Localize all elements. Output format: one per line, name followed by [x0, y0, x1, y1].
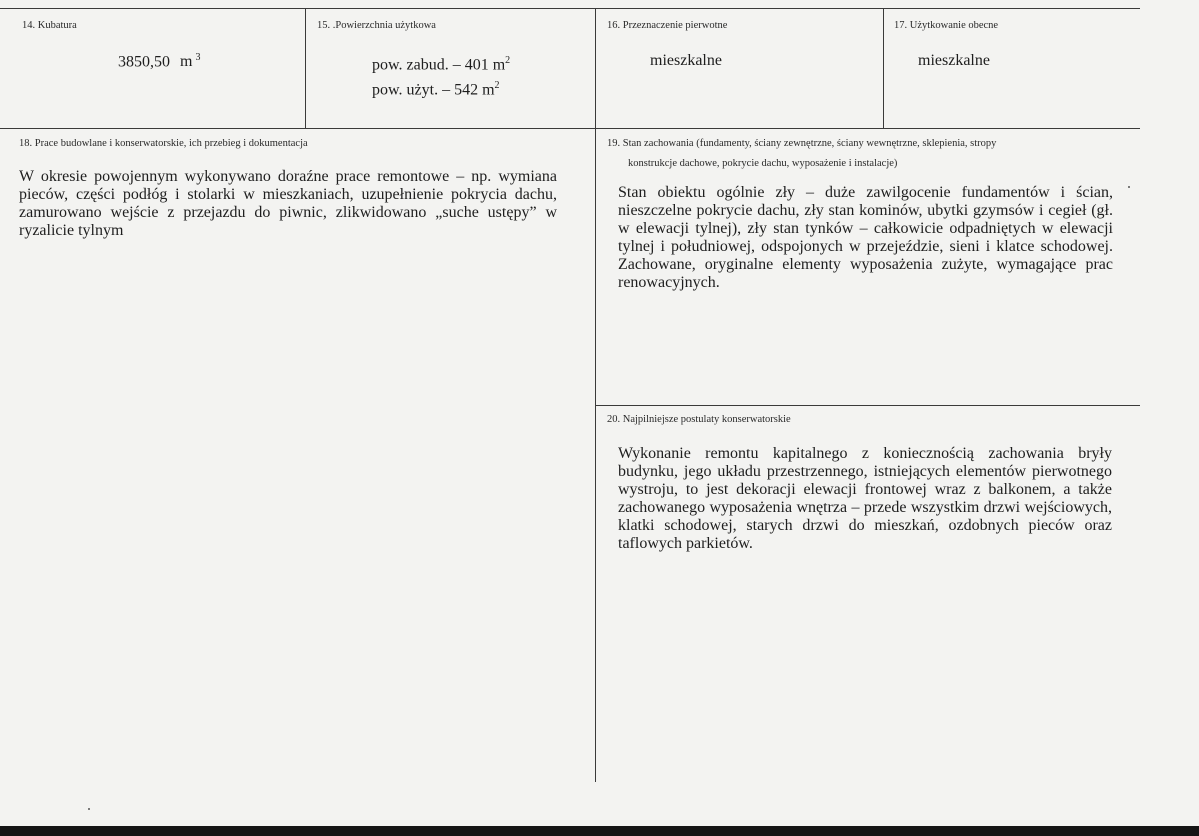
scan-edge [0, 826, 1199, 836]
top-border [0, 8, 1140, 9]
field-14-label: 14. Kubatura [22, 20, 77, 31]
row-divider [0, 128, 1140, 129]
field-19-text: Stan obiektu ogólnie zły – duże zawilgocenie fundamentów i ścian, nieszczelne pokrycie dachu, zły stan kominów, ubytki gzymsów i cegieł (gł. w elewacji tylnej), zły stan tynków – całkowicie odpadniętych w elewacji tylnej i południowej, odspojonych w przejeździe, sieni i klatce schodowej. Zachowane, oryginalne elementy wyposażenia zużyte, wymagające prac renowacyjnych. [618, 184, 1113, 291]
field-20-label: 20. Najpilniejsze postulaty konserwatorskie [607, 414, 791, 425]
field-16-label: 16. Przeznaczenie pierwotne [607, 20, 728, 31]
field-17-value: mieszkalne [918, 52, 990, 69]
volume-unit: m [180, 53, 193, 71]
scan-speck [88, 808, 90, 810]
usable-area-exponent: 2 [494, 80, 500, 91]
field-17-label: 17. Użytkowanie obecne [894, 20, 999, 31]
volume-exponent: 3 [195, 52, 201, 63]
scan-speck [1128, 186, 1130, 188]
field-15-line-2 [372, 80, 500, 99]
volume-number: 3850,50 [118, 53, 170, 71]
field-19-label-line-2: konstrukcje dachowe, pokrycie dachu, wyposażenie i instalacje) [628, 158, 898, 169]
built-area-exponent: 2 [505, 55, 511, 66]
field-20-text: Wykonanie remontu kapitalnego z koniecznością zachowania bryły budynku, jego układu przestrzennego, istniejących elementów pierwotnego wystroju, to jest dekoracji elewacji frontowej wraz z balkonem, a także zachowanego wyposażenia wnętrza – przede wszystkim drzwi wejściowych, klatki schodowej, starych drzwi do mieszkań, ozdobnych pieców oraz taflowych parkietów. [618, 445, 1112, 552]
field-18-label: 18. Prace budowlane i konserwatorskie, ich przebieg i dokumentacja [19, 138, 308, 149]
col-divider-14-15 [305, 8, 306, 129]
field-18-text: W okresie powojennym wykonywano doraźne prace remontowe – np. wymiana pieców, części podłóg i stolarki w mieszkaniach, uzupełnienie pokrycia dachu, zamurowano wejście z przejazdu do piwnic, zlikwidowano „suche ustępy” w ryzalicie tylnym [19, 168, 557, 239]
field-15-line-1 [372, 55, 510, 74]
section-19-20-divider [596, 405, 1140, 406]
field-19-label-line-1: 19. Stan zachowania (fundamenty, ściany zewnętrzne, ściany wewnętrzne, sklepienia, stropy [607, 138, 997, 149]
col-divider-15-16 [595, 8, 596, 782]
field-15-label: 15. .Powierzchnia użytkowa [317, 20, 436, 31]
built-area-text: pow. zabud. – 401 m [372, 56, 506, 74]
field-14-value [118, 52, 200, 71]
usable-area-text: pow. użyt. – 542 m [372, 81, 495, 99]
col-divider-16-17 [883, 8, 884, 129]
field-16-value: mieszkalne [650, 52, 722, 69]
